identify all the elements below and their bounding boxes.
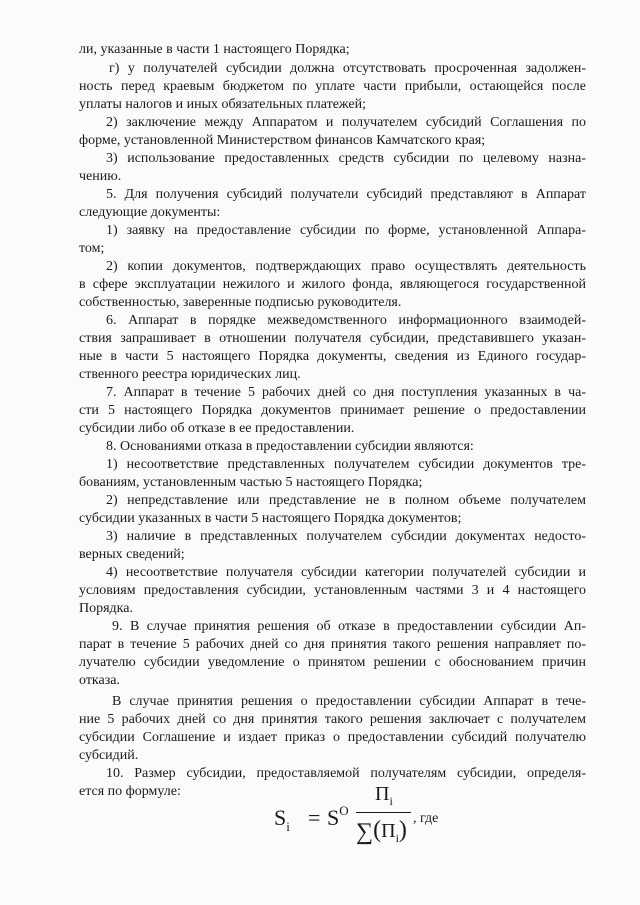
subsidy-formula (274, 783, 454, 853)
formula-denominator-index: i (395, 831, 399, 845)
formula-trailing-text: , где (413, 811, 439, 826)
text-line: 2) непредставление или представление не в полном объеме получателем (106, 493, 586, 508)
text-line: 10. Размер субсидии, предоставляемой получателям субсидии, определя- (106, 766, 586, 781)
text-line: В случае принятия решения о предоставлении субсидии Аппарат в тече- (112, 694, 586, 709)
text-line: ствия запрашивает в отношении получателя субсидии, представившего указан- (79, 331, 586, 346)
open-paren: ( (373, 817, 382, 843)
text-line: следующие документы: (79, 205, 221, 220)
formula-total-superscript: O (339, 803, 349, 818)
formula-numerator (375, 783, 393, 806)
text-line: субсидий. (79, 748, 139, 763)
text-line: 9. В случае принятия решения об отказе в предоставлении субсидии Ап- (112, 619, 586, 634)
text-line: 1) несоответствие представленных получателем субсидии документов тре- (106, 457, 586, 472)
formula-numerator-index: i (389, 794, 393, 808)
text-line: отказа. (79, 673, 120, 688)
text-line: парат в течение 5 рабочих дней со дня принятия такого решения направляет по- (79, 637, 586, 652)
sum-symbol: ∑ (356, 819, 374, 845)
text-line: лучателю субсидии уведомление о принятом решении с обоснованием причин (79, 655, 586, 670)
text-line: Порядка. (79, 601, 133, 616)
text-line: 3) использование предоставленных средств субсидии по целевому назна- (106, 151, 586, 166)
text-line: бованиям, установленным частью 5 настоящего Порядка; (79, 475, 423, 490)
text-line: ли, указанные в части 1 настоящего Порядка; (79, 42, 350, 57)
text-line: г) у получателей субсидии должна отсутствовать просроченная задолжен- (109, 61, 586, 76)
text-line: субсидии Соглашение и издает приказ о предоставлении субсидий получателю (79, 730, 586, 745)
text-line: 2) копии документов, подтверждающих право осуществлять деятельность (106, 259, 586, 274)
close-paren: ) (398, 817, 407, 843)
text-line: ность перед краевым бюджетом по уплате части прибыли, остающейся после (79, 79, 586, 94)
text-line: 3) наличие в представленных получателем субсидии документах недосто- (106, 529, 586, 544)
text-line: 4) несоответствие получателя субсидии категории получателей субсидии и (106, 565, 586, 580)
text-line: в сфере эксплуатации нежилого и жилого фонда, являющегося государственной (79, 277, 586, 292)
text-line: субсидии указанных в части 5 настоящего Порядка документов; (79, 511, 462, 526)
formula-total (327, 805, 349, 831)
formula-equals: = (308, 805, 321, 830)
formula-total-symbol: S (327, 805, 340, 830)
text-line: 6. Аппарат в порядке межведомственного информационного взаимодей- (106, 313, 586, 328)
fraction-bar (356, 812, 411, 813)
formula-denominator (356, 817, 407, 844)
text-line: ственного реестра юридических лиц. (79, 367, 301, 382)
text-line: 2) заключение между Аппаратом и получателем субсидий Соглашения по (106, 115, 586, 130)
formula-lhs-symbol: S (274, 805, 287, 830)
text-line: 5. Для получения субсидий получатели субсидий представляют в Аппарат (106, 187, 586, 202)
text-line: уплаты налогов и иных обязательных платежей; (79, 97, 366, 112)
text-line: ние 5 рабочих дней со дня принятия такого решения заключает с получателем (79, 712, 586, 727)
text-line: ные в части 5 настоящего Порядка документы, сведения из Единого государ- (79, 349, 586, 364)
text-line: том; (79, 241, 105, 256)
formula-lhs-index: i (286, 819, 290, 834)
text-line: 1) заявку на предоставление субсидии по форме, установленной Аппара- (106, 223, 586, 238)
text-line: 7. Аппарат в течение 5 рабочих дней со дня поступления указанных в ча- (106, 385, 586, 400)
text-line: форме, установленной Министерством финансов Камчатского края; (79, 133, 486, 148)
formula-lhs (274, 805, 290, 834)
text-line: субсидии либо об отказе в ее предоставлении. (79, 421, 355, 436)
text-line: условиям предоставления субсидии, установленным частями 3 и 4 настоящего (79, 583, 586, 598)
formula-denominator-symbol: П (381, 820, 396, 842)
formula-numerator-symbol: П (375, 783, 390, 805)
text-line: 8. Основаниями отказа в предоставлении субсидии являются: (106, 439, 474, 454)
text-line: ется по формуле: (79, 784, 181, 799)
text-line: сти 5 настоящего Порядка документов принимает решение о предоставлении (79, 403, 586, 418)
text-line: собственностью, заверенные подписью руководителя. (79, 295, 402, 310)
text-line: верных сведений; (79, 547, 185, 562)
text-line: чению. (79, 169, 122, 184)
